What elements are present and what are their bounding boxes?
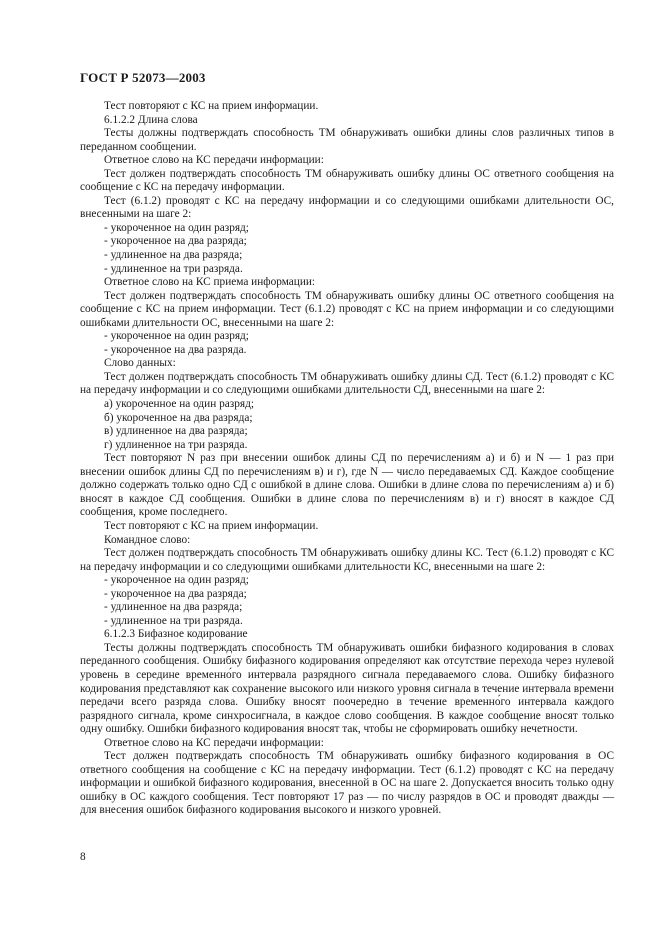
list-item: - укороченное на один разряд; — [104, 574, 249, 587]
paragraph: Тест повторяют с КС на прием информации. — [104, 100, 319, 112]
paragraph: Командное слово: — [104, 533, 191, 546]
paragraph: Тест должен подтверждать способность ТМ обнаруживать ошибку длины ОС ответного сообщения на сообщение с КС на прием информации. Тест (6.1.2) проводят с КС на прием информации и со следующими ошибками длительности ОС, внесенными на шаге 2: — [80, 289, 614, 329]
paragraph: Ответное слово на КС передачи информации: — [104, 736, 324, 749]
page-number: 8 — [80, 851, 86, 863]
list-item: б) укороченное на два разряда; — [104, 411, 253, 424]
list-item: в) удлиненное на два разряда; — [104, 425, 248, 438]
list-item: - укороченное на один разряд; — [104, 221, 249, 234]
list-item: - укороченное на два разряда. — [104, 343, 247, 356]
paragraph: Тест должен подтверждать способность ТМ обнаруживать ошибку бифазного кодирования в ОС ответного сообщения на сообщение с КС на передачу информации. Тест (6.1.2) проводят с КС на передачу информации и ошибкой бифазного кодирования, внесенной в ОС на шаге 2. Допускается вносить только одну ошибку в ОС каждого сообщения. Тест повторяют 17 раз — по числу разрядов в ОС и проводят дважды — для внесения ошибок бифазного кодирования высокого и низкого уровней. — [80, 750, 614, 817]
document-body — [80, 100, 614, 818]
paragraph: 6.1.2.2 Длина слова — [104, 113, 198, 126]
paragraph: Тест (6.1.2) проводят с КС на передачу информации и со следующими ошибками длительности ОС, внесенными на шаге 2: — [80, 194, 614, 221]
paragraph: Тест должен подтверждать способность ТМ обнаруживать ошибку длины ОС ответного сообщения на сообщение с КС на передачу информации. — [80, 167, 614, 194]
paragraph: Ответное слово на КС передачи информации: — [104, 154, 324, 167]
list-item: а) укороченное на один разряд; — [104, 398, 254, 411]
paragraph: Тест должен подтверждать способность ТМ обнаруживать ошибку длины СД. Тест (6.1.2) проводят с КС на передачу информации и со следующими ошибками длительности СД, внесенными на шаге 2: — [80, 370, 614, 397]
list-item: - удлиненное на два разряда; — [104, 249, 243, 262]
paragraph: Тест повторяют N раз при внесении ошибок длины СД по перечислениям а) и б) и N — 1 раз при внесении ошибок длины СД по перечислениям в) и г), где N — число передаваемых СД. Каждое сообщение должно содержать только одно СД с ошибкой в длине слова. Ошибки в длине слова по перечислениям а) и б) вносят в каждое СД сообщения. Ошибки в длине слова по перечислениям в) и г) вносят в каждое СД сообщения, кроме последнего. — [80, 452, 614, 519]
list-item: г) удлиненное на три разряда. — [104, 438, 248, 451]
list-item: - удлиненное на три разряда. — [104, 262, 243, 275]
paragraph: Тесты должны подтверждать способность ТМ обнаруживать ошибки длины слов различных типов в переданном сообщении. — [80, 127, 614, 153]
paragraph: Тесты должны подтверждать способность ТМ обнаруживать ошибки бифазного кодирования в словах переданного сообщения. Ошибку бифазного кодирования определяют как отсутствие перехода через нулевой уровень в середине временно́го интервала разрядного сигнала передаваемого слова. Ошибку бифазного кодирования представляют как сохранение высокого или низкого уровня сигнала в течение интервала времени передачи всего разряда слова. Ошибку вносят поочередно в течение временно́го интервала каждого разрядного сигнала, кроме синхросигнала, в каждое слово сообщения. В каждое сообщение вносят только одну ошибку. Ошибки бифазного кодирования вносят так, чтобы не сформировать ошибку нечетности. — [80, 641, 614, 736]
list-item: - укороченное на один разряд; — [104, 330, 249, 343]
paragraph: Ответное слово на КС приема информации: — [104, 276, 316, 289]
list-item: - укороченное на два разряда; — [104, 587, 247, 600]
list-item: - удлиненное на два разряда; — [104, 601, 243, 614]
paragraph: Слово данных: — [104, 357, 176, 370]
paragraph: 6.1.2.3 Бифазное кодирование — [104, 628, 248, 641]
standard-header: ГОСТ Р 52073—2003 — [80, 70, 206, 85]
paragraph: Тест повторяют с КС на прием информации. — [104, 519, 319, 532]
list-item: - укороченное на два разряда; — [104, 235, 247, 248]
paragraph: Тест должен подтверждать способность ТМ обнаруживать ошибку длины КС. Тест (6.1.2) проводят с КС на передачу информации и со следующими ошибками длительности КС, внесенными на шаге 2: — [80, 547, 614, 573]
list-item: - удлиненное на три разряда. — [104, 614, 243, 627]
